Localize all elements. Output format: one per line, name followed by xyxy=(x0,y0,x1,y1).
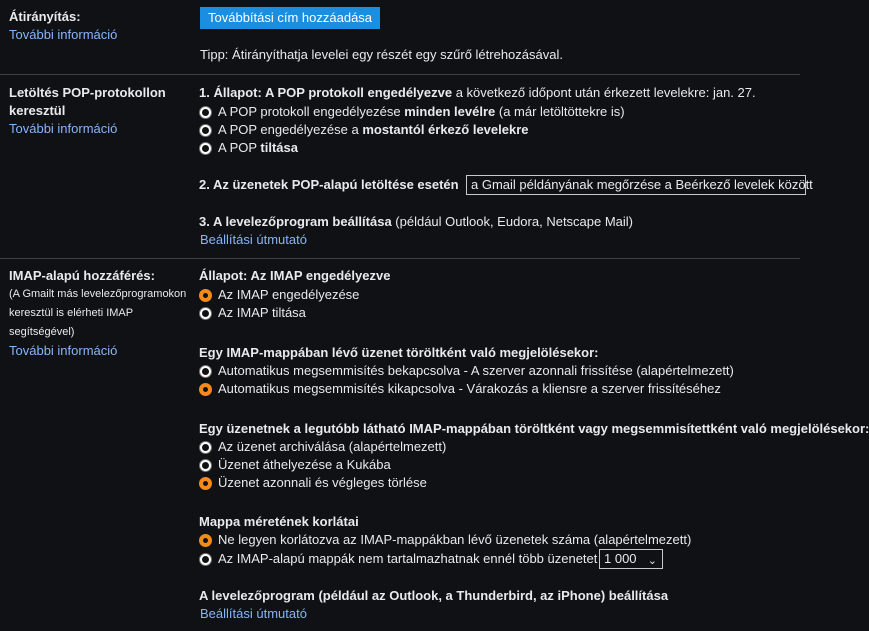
pop-status xyxy=(199,84,756,102)
imap-expunge-delete-label[interactable]: Üzenet azonnali és végleges törlése xyxy=(218,475,427,490)
pop-option-all-label[interactable] xyxy=(218,103,625,121)
imap-limit-max-label[interactable]: Az IMAP-alapú mappák nem tartalmazhatnak ennél több üzenetet xyxy=(218,551,598,566)
imap-limit-select[interactable] xyxy=(599,549,663,569)
imap-setup-guide-link[interactable]: Beállítási útmutató xyxy=(200,606,307,621)
imap-disable-radio[interactable] xyxy=(199,307,212,320)
pop-client-rest: (például Outlook, Eudora, Netscape Mail) xyxy=(391,214,634,229)
pop-action-select[interactable]: a Gmail példányának megőrzése a Beérkező levelek között xyxy=(466,175,806,195)
pop-option-from-now-bold: mostantól érkező levelekre xyxy=(362,122,529,137)
pop-more-info-link[interactable]: További információ xyxy=(9,121,118,136)
pop-when-label: 2. Az üzenetek POP-alapú letöltése esetén xyxy=(199,177,459,192)
pop-status-rest: a következő időpont után érkezett levelekre: jan. 27. xyxy=(452,85,756,100)
imap-delete-expunge-on-label[interactable]: Automatikus megsemmisítés bekapcsolva - A szerver azonnali frissítése (alapértelmezett) xyxy=(218,363,734,378)
imap-expunge-heading: Egy üzenetnek a legutóbb látható IMAP-mappában töröltként vagy megsemmisítettként való megjelölésekor: xyxy=(199,421,869,436)
imap-enable-label[interactable]: Az IMAP engedélyezése xyxy=(218,287,360,302)
imap-limit-unlimited-radio[interactable] xyxy=(199,534,212,547)
pop-option-from-now-label[interactable] xyxy=(218,121,529,139)
imap-title: IMAP-alapú hozzáférés: xyxy=(9,268,155,283)
imap-status: Állapot: Az IMAP engedélyezve xyxy=(199,268,391,283)
pop-option-all-pre: A POP protokoll engedélyezése xyxy=(218,104,405,119)
add-forwarding-address-button[interactable]: Továbbítási cím hozzáadása xyxy=(200,7,380,29)
pop-setup-guide-link[interactable]: Beállítási útmutató xyxy=(200,232,307,247)
imap-note-line1: (A Gmailt más levelezőprogramokon xyxy=(9,288,187,300)
imap-expunge-delete-radio[interactable] xyxy=(199,477,212,490)
imap-limit-max-radio[interactable] xyxy=(199,553,212,566)
imap-enable-radio[interactable] xyxy=(199,289,212,302)
pop-option-all-radio[interactable] xyxy=(199,106,212,119)
pop-client-setup xyxy=(199,213,633,231)
forwarding-tip: Tipp: Átirányíthatja levelei egy részét egy szűrő létrehozásával. xyxy=(200,47,563,62)
imap-client-heading: A levelezőprogram (például az Outlook, a Thunderbird, az iPhone) beállítása xyxy=(199,588,669,603)
pop-option-disable-bold: tiltása xyxy=(260,140,298,155)
imap-limit-select-value: 1 000 xyxy=(604,551,637,566)
imap-more-info-link[interactable]: További információ xyxy=(9,343,118,358)
imap-note-line2: keresztül is elérheti IMAP xyxy=(9,307,134,319)
pop-status-bold: 1. Állapot: A POP protokoll engedélyezve xyxy=(199,85,453,100)
imap-note-line3: segítségével) xyxy=(9,326,75,338)
forwarding-title: Átirányítás: xyxy=(9,9,81,24)
imap-limit-unlimited-label[interactable]: Ne legyen korlátozva az IMAP-mappákban lévő üzenetek száma (alapértelmezett) xyxy=(218,532,692,547)
imap-label-col xyxy=(9,267,194,360)
chevron-down-icon: ⌄ xyxy=(647,555,657,567)
forwarding-more-info-link[interactable]: További információ xyxy=(9,27,118,42)
imap-expunge-trash-radio[interactable] xyxy=(199,459,212,472)
pop-option-all-post: (a már letöltöttekre is) xyxy=(495,104,625,119)
imap-delete-expunge-off-radio[interactable] xyxy=(199,383,212,396)
imap-expunge-archive-label[interactable]: Az üzenet archiválása (alapértelmezett) xyxy=(218,439,447,454)
pop-option-disable-radio[interactable] xyxy=(199,142,212,155)
imap-delete-expunge-on-radio[interactable] xyxy=(199,365,212,378)
divider xyxy=(0,74,800,75)
pop-client-bold: 3. A levelezőprogram beállítása xyxy=(199,214,392,229)
pop-option-from-now-pre: A POP engedélyezése a xyxy=(218,122,363,137)
pop-label-col xyxy=(9,84,194,138)
imap-delete-expunge-off-label[interactable]: Automatikus megsemmisítés kikapcsolva - Várakozás a kliensre a szerver frissítéséhez xyxy=(218,381,721,396)
divider xyxy=(0,258,800,259)
imap-limit-heading: Mappa méretének korlátai xyxy=(199,514,359,529)
pop-option-from-now-radio[interactable] xyxy=(199,124,212,137)
pop-option-disable-label[interactable] xyxy=(218,139,298,157)
pop-option-disable-pre: A POP xyxy=(218,140,261,155)
imap-expunge-trash-label[interactable]: Üzenet áthelyezése a Kukába xyxy=(218,457,391,472)
forwarding-label-col xyxy=(9,8,194,44)
imap-disable-label[interactable]: Az IMAP tiltása xyxy=(218,305,306,320)
pop-title: Letöltés POP-protokollon keresztül xyxy=(9,85,166,118)
imap-delete-heading: Egy IMAP-mappában lévő üzenet töröltként való megjelölésekor: xyxy=(199,345,599,360)
pop-option-all-bold: minden levélre xyxy=(404,104,496,119)
imap-expunge-archive-radio[interactable] xyxy=(199,441,212,454)
